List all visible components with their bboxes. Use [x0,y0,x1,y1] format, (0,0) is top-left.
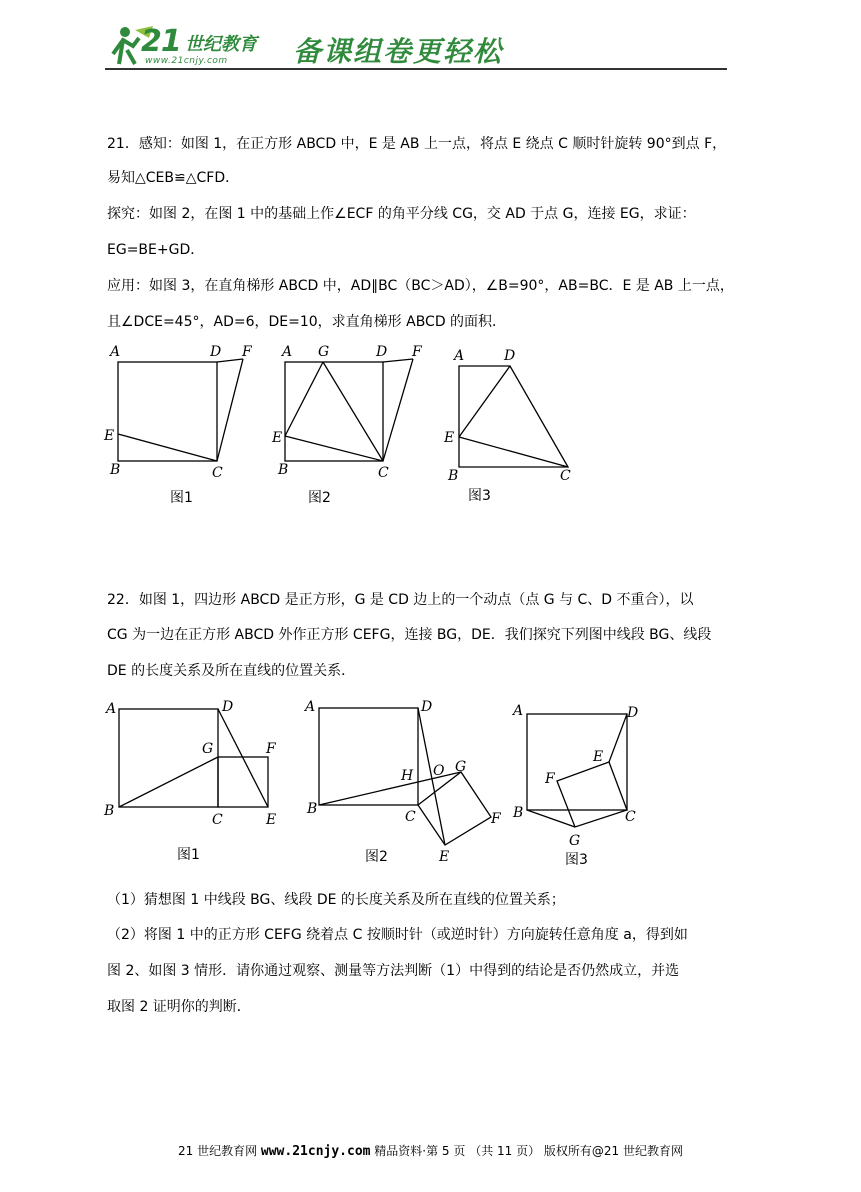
q22-figure-2 [295,695,510,870]
label-d: D [627,705,639,721]
segment-ec [118,434,217,461]
square-abcd [527,714,627,810]
q21-line-1: 21．感知：如图 1，在正方形 ABCD 中，E 是 AB 上一点，将点 E 绕点 C 顺时针旋转 90°到点 F， [107,136,727,152]
q21-line-3: 探究：如图 2，在图 1 中的基础上作∠ECF 的角平分线 CG，交 AD 于点 G，连接 EG，求证： [107,206,696,222]
label-b: B [278,462,289,478]
segment-ed [459,366,510,437]
segment-bg [527,810,575,827]
label-c: C [378,465,389,481]
label-f: F [545,771,555,787]
segment-ec [459,437,568,467]
label-g: G [318,344,330,360]
label-e: E [266,812,277,828]
q21-line-5: 应用：如图 3，在直角梯形 ABCD 中，AD∥BC（BC＞AD），∠B=90°，AB=BC．E 是 AB 上一点， [107,278,734,294]
figure-caption: 图1 [170,490,193,506]
q21-line-2: 易知△CEB≌△CFD． [107,170,240,186]
label-f: F [266,741,276,757]
label-c: C [405,809,416,825]
label-d: D [376,344,388,360]
q22-part-2-line-1: （2）将图 1 中的正方形 CEFG 绕着点 C 按顺时针（或逆时针）方向旋转任意角度 a，得到如 [107,927,688,943]
label-e: E [444,430,455,446]
label-h: H [401,768,414,784]
q21-figure-1 [100,340,270,510]
square-abcd [285,362,383,461]
label-a: A [305,699,316,715]
footer-site-link[interactable]: www.21cnjy.com [260,1144,371,1159]
q22-figure-1 [100,695,290,870]
segment-de [218,709,268,807]
figure-caption: 图2 [365,849,388,865]
logo-number: 21 [141,24,181,59]
label-g: G [455,759,467,775]
page-header [105,22,727,72]
segment-bg [119,757,218,807]
q21-line-4: EG=BE+GD． [107,242,205,258]
label-e: E [104,428,115,444]
label-b: B [513,805,524,821]
square-abcd [119,709,218,807]
q22-part-1: （1）猜想图 1 中线段 BG、线段 DE 的长度关系及所在直线的位置关系； [107,892,565,908]
label-e: E [593,749,604,765]
q22-line-2: CG 为一边在正方形 ABCD 外作正方形 CEFG，连接 BG，DE．我们探究下列图中线段 BG、线段 [107,627,712,643]
label-f: F [412,344,422,360]
label-b: B [110,462,121,478]
label-a: A [513,703,524,719]
footer-prefix: 21 世纪教育网 [178,1144,261,1158]
label-c: C [212,465,223,481]
segment-ec [285,436,383,461]
q22-line-3: DE 的长度关系及所在直线的位置关系． [107,663,356,679]
label-f: F [242,344,252,360]
logo-name: 世纪教育 [185,34,257,55]
q22-part-2-line-3: 取图 2 证明你的判断． [107,999,251,1015]
header-slogan: 备课组卷更轻松 [293,35,504,68]
figure-caption: 图1 [177,847,200,863]
segment-df [383,359,413,362]
label-d: D [222,699,234,715]
figure-caption: 图3 [565,852,588,868]
q22-part-2-line-2: 图 2、如图 3 情形．请你通过观察、测量等方法判断（1）中得到的结论是否仍然成立，并选 [107,963,680,979]
label-a: A [454,348,465,364]
segment-fc [383,359,413,461]
label-a: A [106,701,117,717]
label-c: C [560,468,571,484]
q21-figure-2 [270,340,440,510]
segment-gc [323,362,383,461]
square-cefg [218,757,268,807]
q22-line-1: 22．如图 1，四边形 ABCD 是正方形，G 是 CD 边上的一个动点（点 G 与 C、D 不重合），以 [107,592,694,608]
label-e: E [439,849,450,865]
label-f: F [491,811,501,827]
segment-eg [285,362,323,436]
label-a: A [282,344,293,360]
q22-figure-3 [505,695,665,875]
label-g: G [569,833,581,849]
header-divider [105,68,727,70]
label-d: D [210,344,222,360]
square-cefg [557,762,627,827]
square-cefg [418,772,491,845]
label-b: B [307,801,318,817]
label-d: D [504,348,516,364]
square-abcd [319,708,418,805]
label-b: B [104,803,115,819]
footer-suffix: 精品资料·第 5 页 （共 11 页） 版权所有@21 世纪教育网 [370,1144,683,1158]
page-footer [0,1142,861,1159]
q21-line-6: 且∠DCE=45°，AD=6，DE=10，求直角梯形 ABCD 的面积． [107,314,507,330]
label-d: D [421,699,433,715]
square-abcd [118,362,217,461]
logo-url[interactable]: www.21cnjy.com [145,56,228,66]
segment-de [609,714,627,762]
label-o: O [433,763,445,779]
label-b: B [448,468,459,484]
label-c: C [625,809,636,825]
figure-caption: 图2 [308,490,331,506]
label-g: G [202,741,214,757]
q21-figure-3 [440,340,590,510]
label-e: E [272,430,283,446]
label-c: C [212,812,223,828]
label-a: A [110,344,121,360]
figure-caption: 图3 [468,488,491,504]
segment-fc [217,359,243,461]
